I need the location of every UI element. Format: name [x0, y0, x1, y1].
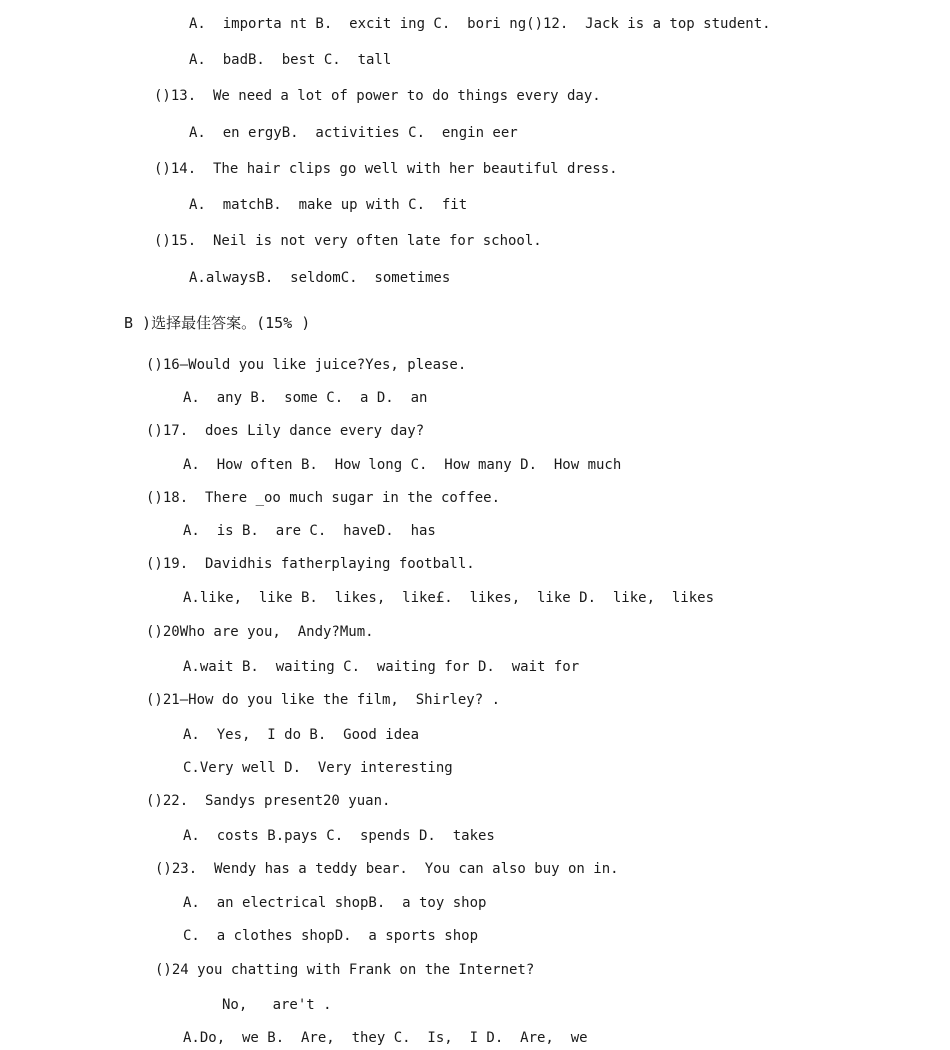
option-line-20: A.wait B. waiting C. waiting for D. wait for	[183, 659, 580, 675]
question-13: ()13. We need a lot of power to do things every day.	[154, 88, 601, 104]
option-line-24: A.Do, we B. Are, they C. Is, I D. Are, we	[183, 1030, 588, 1046]
option-line-23b: C. a clothes shopD. a sports shop	[183, 928, 479, 944]
question-15: ()15. Neil is not very often late for school.	[154, 233, 542, 249]
option-line-13: A. en ergyB. activities C. engin eer	[189, 125, 518, 141]
question-19: ()19. Davidhis fatherplaying football.	[146, 556, 475, 572]
question-24: ()24 you chatting with Frank on the Internet?	[155, 962, 535, 978]
answer-line-24: No, are't .	[222, 997, 332, 1013]
question-20: ()20Who are you, Andy?Mum.	[146, 624, 374, 640]
question-21: ()21—How do you like the film, Shirley? .	[146, 692, 501, 708]
option-line-21b: C.Very well D. Very interesting	[183, 760, 453, 776]
option-line-17: A. How often B. How long C. How many D. How much	[183, 457, 622, 473]
section-b-heading: B )选择最佳答案。(15% )	[124, 314, 311, 332]
question-18: ()18. There _oo much sugar in the coffee.	[146, 490, 501, 506]
question-23: ()23. Wendy has a teddy bear. You can also buy on in.	[155, 861, 619, 877]
option-line-12: A. badB. best C. tall	[189, 52, 392, 68]
option-line-15: A.alwaysB. seldomC. sometimes	[189, 270, 451, 286]
option-line-11-12: A. importa nt B. excit ing C. bori ng()12. Jack is a top student.	[189, 16, 771, 32]
question-17: ()17. does Lily dance every day?	[146, 423, 425, 439]
question-22: ()22. Sandys present20 yuan.	[146, 793, 391, 809]
question-16: ()16—Would you like juice?Yes, please.	[146, 357, 467, 373]
option-line-19: A.like, like B. likes, like£. likes, like D. like, likes	[183, 590, 715, 606]
option-line-16: A. any B. some C. a D. an	[183, 390, 428, 406]
option-line-23a: A. an electrical shopB. a toy shop	[183, 895, 487, 911]
option-line-21a: A. Yes, I do B. Good idea	[183, 727, 420, 743]
question-14: ()14. The hair clips go well with her beautiful dress.	[154, 161, 618, 177]
option-line-14: A. matchB. make up with C. fit	[189, 197, 468, 213]
option-line-18: A. is B. are C. haveD. has	[183, 523, 436, 539]
option-line-22: A. costs B.pays C. spends D. takes	[183, 828, 495, 844]
